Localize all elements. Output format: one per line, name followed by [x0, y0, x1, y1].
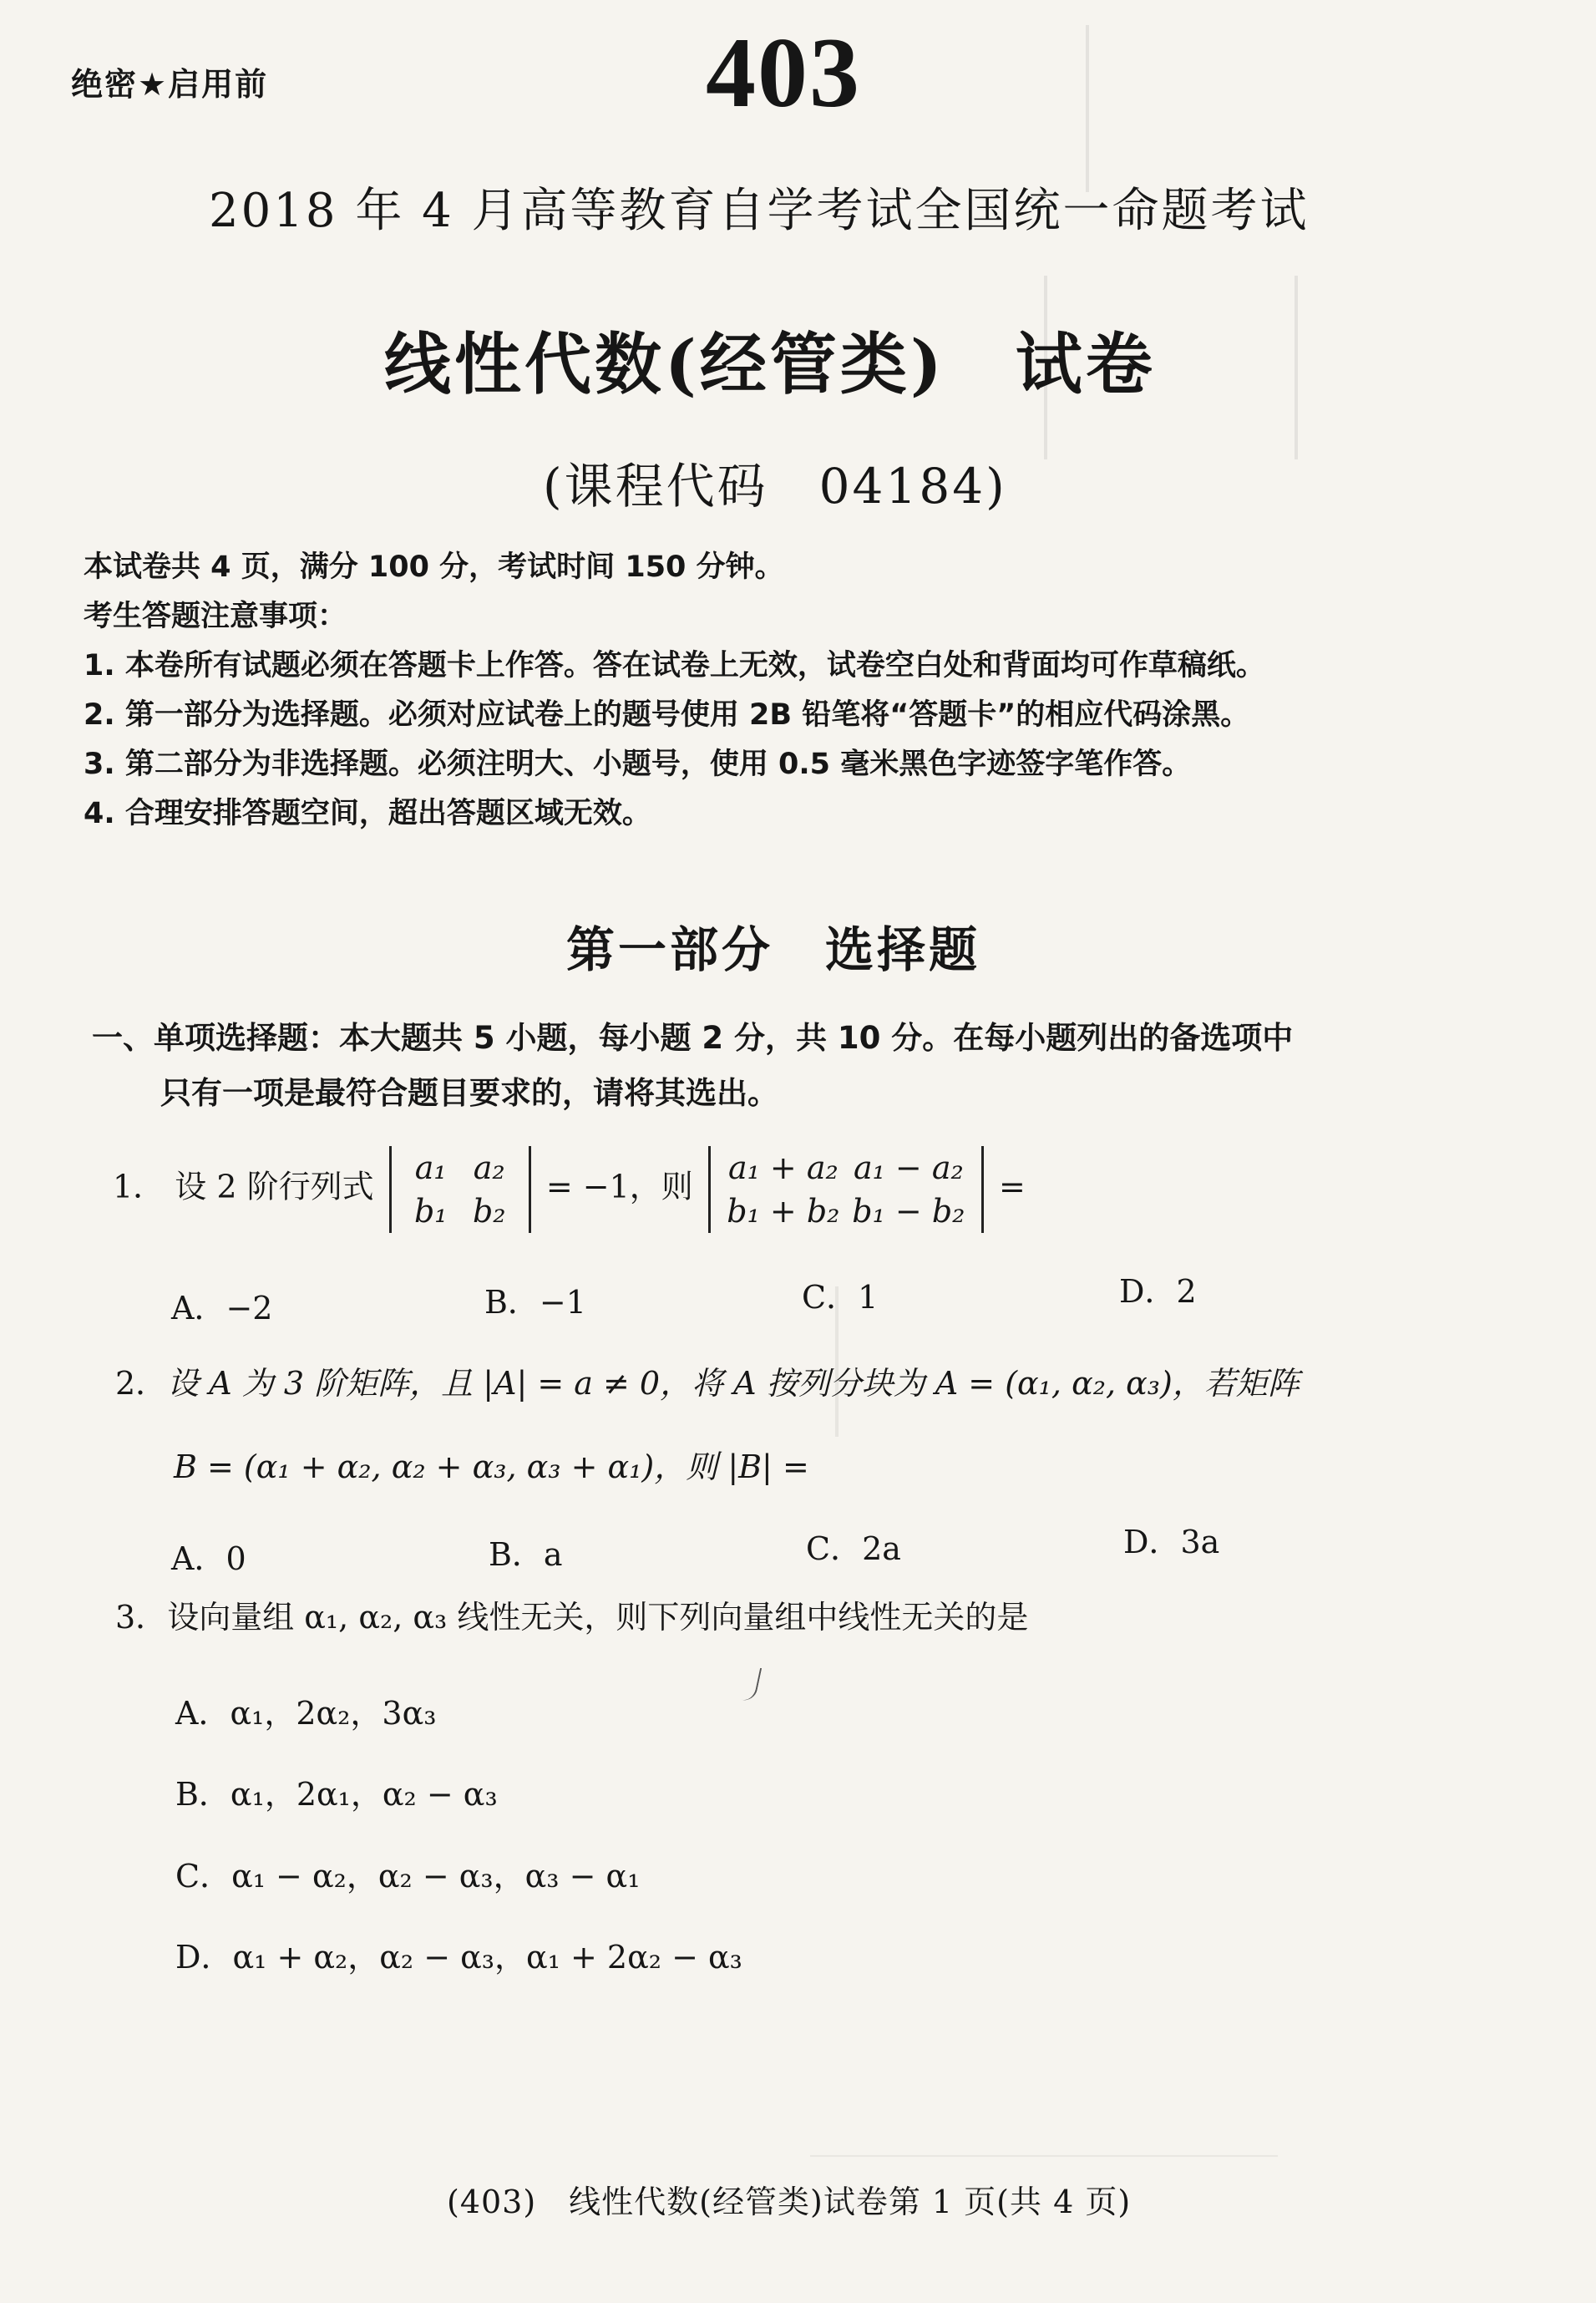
option-b: B．−1	[484, 1284, 586, 1321]
question-stem: 设 2 阶行列式	[175, 1168, 374, 1205]
det-entry: b₁	[413, 1193, 448, 1230]
question-stem: =	[998, 1168, 1026, 1205]
notice-item: 3. 第二部分为非选择题。必须注明大、小题号，使用 0.5 毫米黑色字迹签字笔作答。	[84, 748, 1192, 781]
option-b: B．α₁，2α₁，α₂ − α₃	[175, 1776, 498, 1813]
question-stem: = −1，则	[545, 1168, 693, 1205]
determinant-given	[389, 1146, 531, 1233]
notice-item: 4. 合理安排答题空间，超出答题区域无效。	[84, 797, 651, 830]
exam-summary: 本试卷共 4 页，满分 100 分，考试时间 150 分钟。	[84, 550, 784, 584]
det-entry: b₁ + b₂	[727, 1193, 840, 1230]
det-entry: a₁ − a₂	[853, 1149, 964, 1186]
determinant-asked	[708, 1146, 984, 1233]
det-entry: a₂	[473, 1149, 505, 1186]
subject-title: 线性代数(经管类) 试卷	[384, 325, 1156, 403]
part-title: 第一部分 选择题	[566, 921, 981, 978]
option-b: B．a	[489, 1536, 563, 1573]
option-d: D．α₁ + α₂，α₂ − α₃，α₁ + 2α₂ − α₃	[175, 1939, 742, 1976]
question-2	[115, 1357, 1300, 1403]
question-number: 3．	[115, 1599, 168, 1636]
option-c: C．2a	[806, 1530, 901, 1567]
paper-code: 403	[706, 17, 861, 128]
det-entry: b₁ − b₂	[852, 1193, 965, 1230]
option-a: A．−2	[171, 1290, 273, 1327]
notice-title: 考生答题注意事项：	[84, 600, 347, 633]
option-c: C．α₁ − α₂，α₂ − α₃，α₃ − α₁	[175, 1858, 641, 1895]
det-entry: a₁ + a₂	[727, 1149, 839, 1186]
exam-title: 2018 年 4 月高等教育自学考试全国统一命题考试	[209, 184, 1310, 238]
question-number: 1．	[113, 1168, 165, 1205]
question-1	[113, 1146, 1026, 1233]
notice-item: 1. 本卷所有试题必须在答题卡上作答。答在试卷上无效，试卷空白处和背面均可作草稿纸。	[84, 649, 1265, 682]
option-d: D．2	[1119, 1273, 1197, 1310]
det-entry: a₁	[414, 1149, 447, 1186]
det-entry: b₂	[472, 1193, 506, 1230]
pen-mark	[742, 1666, 762, 1702]
confidential-label: 绝密★启用前	[71, 66, 269, 103]
question-number: 2．	[115, 1365, 168, 1402]
question-3	[115, 1591, 1028, 1637]
section-heading-line: 只有一项是最符合题目要求的，请将其选出。	[160, 1075, 778, 1111]
exam-instructions	[84, 543, 1553, 839]
option-d: D．3a	[1123, 1524, 1220, 1560]
course-code: (课程代码 04184)	[543, 458, 1007, 515]
section-heading	[92, 1011, 1470, 1121]
option-a: A．α₁，2α₂，3α₃	[175, 1695, 437, 1732]
question-stem: 设向量组 α₁, α₂, α₃ 线性无关，则下列向量组中线性无关的是	[167, 1599, 1029, 1636]
question-2-line-2: B = (α₁ + α₂, α₂ + α₃, α₃ + α₁)，则 |B| =	[174, 1448, 809, 1485]
option-a: A．0	[171, 1540, 246, 1577]
option-c: C．1	[802, 1279, 879, 1316]
page-footer: (403) 线性代数(经管类)试卷第 1 页(共 4 页)	[447, 2184, 1132, 2220]
question-stem: 设 A 为 3 阶矩阵，且 |A| = a ≠ 0，将 A 按列分块为 A = (α₁, α₂, α₃)，若矩阵	[167, 1365, 1300, 1402]
notice-item: 2. 第一部分为选择题。必须对应试卷上的题号使用 2B 铅笔将“答题卡”的相应代码涂黑。	[84, 698, 1250, 732]
section-heading-line: 一、单项选择题：本大题共 5 小题，每小题 2 分，共 10 分。在每小题列出的备选项中	[92, 1020, 1294, 1056]
